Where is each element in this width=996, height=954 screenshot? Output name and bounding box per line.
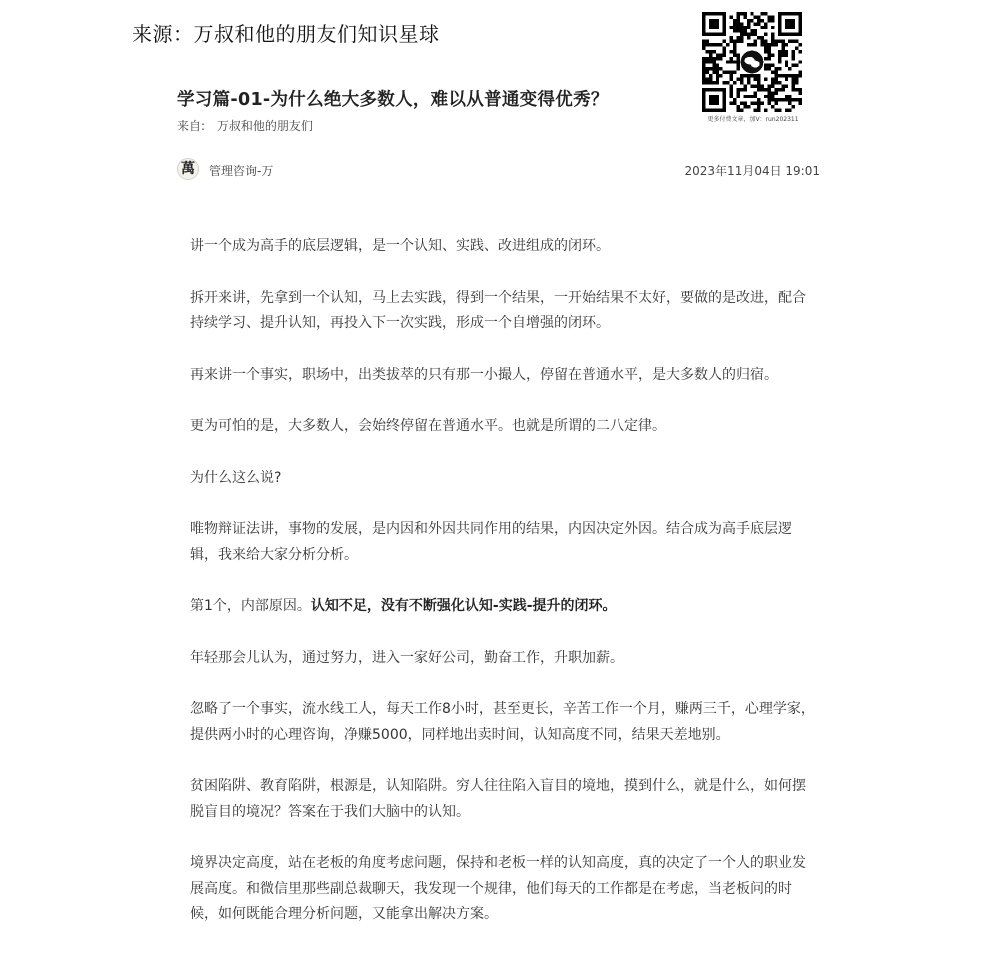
wechat-qr-code-icon (702, 12, 802, 112)
paragraph: 为什么这么说? (190, 469, 282, 486)
avatar[interactable]: 萬 (177, 158, 199, 180)
from-label: 来自: (177, 119, 206, 133)
point-one-prefix: 第1个，内部原因。 (190, 598, 311, 614)
paragraph: 忽略了一个事实，流水线工人，每天工作8小时，甚至更长，辛苦工作一个月，赚两三千，心理学家，提供两小时的心理咨询，净赚5000，同样地出卖时间，认知高度不同，结果天差地别。 (190, 701, 815, 743)
paragraph: 讲一个成为高手的底层逻辑，是一个认知、实践、改进组成的闭环。 (190, 238, 610, 254)
source-line: 来源：万叔和他的朋友们知识星球 (132, 22, 440, 46)
article-title: 学习篇-01-为什么绝大多数人，难以从普通变得优秀？ (177, 90, 609, 110)
from-line (177, 117, 313, 134)
point-one-paragraph (190, 594, 815, 620)
paragraph: 境界决定高度，站在老板的角度考虑问题，保持和老板一样的认知高度，真的决定了一个人的职业发展高度。和微信里那些副总裁聊天，我发现一个规律，他们每天的工作都是在考虑，当老板问的时候，如何既能合理分析问题，又能拿出解决方案。 (190, 855, 806, 922)
paragraph: 贫困陷阱、教育陷阱，根源是，认知陷阱。穷人往往陷入盲目的境地，摸到什么，就是什么，如何摆脱盲目的境况？答案在于我们大脑中的认知。 (190, 778, 806, 820)
article-body (190, 234, 815, 954)
author-name[interactable]: 管理咨询-万 (209, 164, 274, 178)
point-one-bold-text: 认知不足，没有不断强化认知-实践-提升的闭环。 (310, 598, 617, 614)
paragraph: 拆开来讲，先拿到一个认知，马上去实践，得到一个结果，一开始结果不太好，要做的是改进，配合持续学习、提升认知，再投入下一次实践，形成一个自增强的闭环。 (190, 289, 806, 331)
qr-caption: 更多付费文章，加V：run202311 (707, 116, 799, 123)
from-account-link[interactable]: 万叔和他的朋友们 (216, 119, 313, 133)
paragraph: 更为可怕的是，大多数人，会始终停留在普通水平。也就是所谓的二八定律。 (190, 418, 666, 434)
paragraph: 唯物辩证法讲，事物的发展，是内因和外因共同作用的结果，内因决定外因。结合成为高手底层逻辑，我来给大家分析分析。 (190, 521, 792, 563)
qr-block (700, 12, 806, 123)
paragraph: 再来讲一个事实，职场中，出类拔萃的只有那一小撮人，停留在普通水平，是大多数人的归宿。 (190, 366, 778, 383)
paragraph: 年轻那会儿认为，通过努力，进入一家好公司，勤奋工作，升职加薪。 (190, 649, 624, 666)
author-row (177, 158, 820, 182)
publish-time: 2023年11月04日 19:01 (684, 164, 820, 178)
